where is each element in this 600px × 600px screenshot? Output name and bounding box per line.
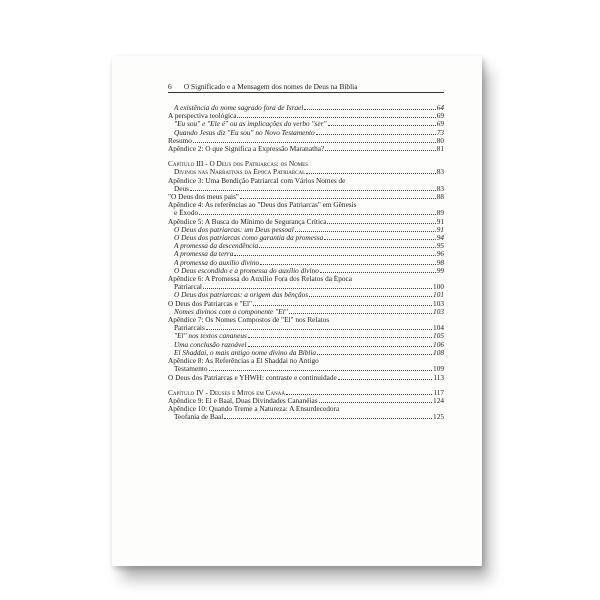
dot-leader — [316, 129, 436, 135]
toc-entry-title: O Deus dos patriarcas: um Deus pessoal — [174, 225, 294, 234]
toc-entry-line — [168, 308, 444, 316]
toc-entry-page: 94 — [436, 233, 444, 243]
toc-entry — [168, 357, 444, 373]
toc-entry — [168, 316, 444, 332]
dot-leader — [309, 291, 432, 297]
toc-entry-title: "O Deus dos meus pais" — [168, 193, 239, 202]
toc-entry-line — [168, 365, 444, 373]
toc-entry-title: A promessa da terra — [174, 250, 234, 259]
toc-entry-line — [168, 397, 444, 405]
dot-leader — [286, 389, 432, 395]
toc-entry-page: 95 — [436, 241, 444, 251]
toc-entry-title: Apêndice 9: El e Baal, Duas Divindades Cananéias — [168, 396, 318, 405]
dot-leader — [253, 300, 432, 306]
toc-entry — [168, 341, 444, 349]
dot-leader — [199, 209, 436, 215]
toc-entry-page: 81 — [436, 144, 444, 154]
toc-entry — [168, 145, 444, 153]
dot-leader — [193, 137, 436, 143]
book-page — [112, 56, 482, 566]
toc-entry — [168, 193, 444, 201]
toc-entry-title: O Deus escondido e a promessa do auxílio divino — [174, 266, 319, 275]
toc-entry — [168, 112, 444, 120]
dot-leader — [338, 374, 433, 380]
dot-leader — [248, 341, 432, 347]
dot-leader — [237, 112, 435, 118]
toc-entry-page: 91 — [436, 224, 444, 234]
toc-entry-page: 73 — [436, 127, 444, 137]
toc-entry-title: Apêndice 5: A Busca do Mínimo de Segurança Crítica — [168, 217, 327, 226]
toc-entry-page: 64 — [436, 103, 444, 112]
toc-entry-line — [168, 209, 444, 217]
toc-entry-page: 103 — [433, 298, 444, 308]
toc-entry — [168, 177, 444, 193]
toc-entry — [168, 242, 444, 250]
toc-entry — [168, 234, 444, 242]
toc-entry-page: 101 — [433, 290, 444, 300]
toc-entry-page: 83 — [436, 183, 444, 193]
dot-leader — [234, 250, 435, 256]
toc-entry-title: Apêndice 3: Uma Bendição Patriarcal com Vários Nomes de — [168, 176, 346, 185]
toc-entry — [168, 120, 444, 128]
toc-entry-page: 99 — [436, 265, 444, 275]
section-gap — [168, 382, 444, 389]
toc-entry-title: A existência do nome sagrado fora de Israel — [174, 104, 304, 112]
toc-entry — [168, 374, 444, 382]
dot-leader — [319, 397, 433, 403]
toc-entry — [168, 201, 444, 217]
toc-entry-title: Uma conclusão razoável — [174, 340, 247, 349]
toc-entry — [168, 291, 444, 299]
toc-entry — [168, 218, 444, 226]
table-of-contents — [168, 104, 444, 422]
toc-entry-title: "El" nos textos cananeus — [174, 332, 247, 341]
toc-entry — [168, 275, 444, 291]
running-header — [168, 82, 444, 93]
toc-entry-line — [168, 357, 444, 365]
toc-entry-title: "Eu sou" e "Ele é" ou as implicações do verbo "ser" — [174, 120, 327, 129]
toc-entry-line — [168, 374, 444, 382]
toc-entry-line — [168, 259, 444, 267]
toc-entry-line — [168, 145, 444, 153]
dot-leader — [209, 365, 433, 371]
toc-entry-line — [168, 389, 444, 397]
dot-leader — [325, 145, 435, 151]
toc-entry-page: 69 — [436, 111, 444, 121]
toc-entry — [168, 250, 444, 258]
toc-entry-page: 98 — [436, 257, 444, 267]
toc-entry-line — [168, 316, 444, 324]
toc-entry-line — [168, 120, 444, 128]
toc-entry-title: Apêndice 10: Quando Treme a Natureza: A Ensurdecedora — [168, 405, 340, 414]
toc-entry-line — [168, 341, 444, 349]
section-gap — [168, 153, 444, 160]
toc-entry-title: Quando Jesus diz "Eu sou" no Novo Testamento — [174, 128, 315, 137]
toc-entry-title: A perspectiva teológica — [168, 112, 237, 121]
toc-entry — [168, 405, 444, 421]
toc-entry — [168, 397, 444, 405]
toc-entry-title: O Deus dos patriarcas como garantia da promessa — [174, 234, 324, 243]
dot-leader — [295, 226, 436, 232]
toc-entry-title: A promessa da descendência — [174, 242, 259, 251]
toc-entry-title: Apêndice 8: As Referências a El Shaddai no Antigo — [168, 357, 319, 366]
dot-leader — [304, 104, 435, 110]
toc-entry-page: 117 — [433, 387, 444, 397]
dot-leader — [206, 324, 432, 330]
toc-entry-line — [168, 283, 444, 291]
toc-entry-title: Apêndice 2: O que Significa a Expressão Maranatha? — [168, 145, 325, 154]
toc-entry-title: Nomes divinos com o componente "El" — [174, 307, 288, 316]
dot-leader — [260, 259, 436, 265]
toc-entry-page: 91 — [436, 216, 444, 226]
toc-entry — [168, 308, 444, 316]
toc-entry-page: 80 — [436, 135, 444, 145]
dot-leader — [240, 193, 436, 199]
dot-leader — [190, 185, 436, 191]
toc-entry-page: 69 — [436, 119, 444, 129]
toc-entry-line — [168, 112, 444, 120]
toc-entry-line — [168, 201, 444, 209]
toc-entry-page: 113 — [433, 372, 444, 382]
toc-entry-title: Resumo — [168, 136, 192, 145]
toc-entry-page: 106 — [433, 339, 444, 349]
toc-entry-line — [168, 129, 444, 137]
dot-leader — [259, 242, 436, 248]
toc-entry — [168, 389, 444, 397]
page-number: 6 — [168, 82, 172, 91]
toc-entry-line — [168, 242, 444, 250]
toc-entry — [168, 300, 444, 308]
dot-leader — [320, 267, 436, 273]
toc-entry-line — [168, 324, 444, 332]
dot-leader — [327, 218, 435, 224]
dot-leader — [248, 332, 432, 338]
toc-entry — [168, 137, 444, 145]
toc-entry-line — [168, 218, 444, 226]
toc-entry-title-cont: Deus — [174, 184, 189, 193]
toc-entry-page: 124 — [433, 395, 444, 405]
dot-leader — [224, 413, 432, 419]
dot-leader — [203, 283, 432, 289]
toc-entry-page: 109 — [433, 364, 444, 374]
toc-entry-line — [168, 137, 444, 145]
toc-entry-title-cont: e Êxodo — [174, 209, 199, 218]
toc-entry-page: 89 — [436, 208, 444, 218]
toc-entry-line — [168, 349, 444, 357]
toc-entry-page: 83 — [436, 167, 444, 177]
toc-entry-line — [168, 104, 444, 112]
dot-leader — [306, 168, 436, 174]
toc-entry — [168, 259, 444, 267]
toc-entry-line — [168, 185, 444, 193]
toc-entry-title: Capítulo IV - Deuses e Mitos em Canaã — [168, 388, 285, 397]
toc-entry — [168, 332, 444, 340]
toc-entry-line — [168, 275, 444, 283]
toc-entry-line — [168, 168, 444, 176]
toc-entry-title: Apêndice 6: A Promessa do Auxílio Fora dos Relatos da Época — [168, 275, 353, 284]
toc-entry-page: 104 — [433, 323, 444, 333]
toc-entry-line — [168, 332, 444, 340]
toc-entry-line — [168, 226, 444, 234]
dot-leader — [289, 308, 432, 314]
toc-entry — [168, 104, 444, 112]
toc-entry-title: Apêndice 4: As referências ao "Deus dos Patriarcas" em Gênesis — [168, 201, 357, 210]
toc-entry-line — [168, 177, 444, 185]
toc-entry — [168, 226, 444, 234]
toc-entry-line — [168, 250, 444, 258]
toc-entry-line — [168, 300, 444, 308]
toc-entry-page: 105 — [433, 331, 444, 341]
toc-entry-title-cont: Testamento — [174, 365, 208, 374]
toc-entry-page: 88 — [436, 192, 444, 202]
toc-entry-title-cont: Patriarcais — [174, 324, 205, 333]
toc-entry-line — [168, 291, 444, 299]
toc-entry-title-cont: Teofania de Baal — [174, 413, 224, 422]
dot-leader — [328, 120, 436, 126]
toc-entry-title: El Shaddai, o mais antigo nome divino da Bíblia — [174, 348, 317, 357]
toc-entry-page: 103 — [433, 306, 444, 316]
toc-entry — [168, 129, 444, 137]
running-title: O Significado e a Mensagem dos nomes de Deus na Bíblia — [183, 82, 358, 91]
toc-entry-title: Capítulo III - O Deus dos Patriarcas: os Nomes — [168, 160, 308, 169]
toc-entry-title: O Deus dos patriarcas: a origem das bênçãos — [174, 291, 309, 300]
toc-entry-title: Apêndice 7: Os Nomes Compostos de "El" nos Relatos — [168, 316, 330, 325]
toc-entry-title: O Deus dos Patriarcas e YHWH: contraste e continuidade — [168, 373, 337, 382]
toc-entry-line — [168, 405, 444, 413]
toc-entry — [168, 349, 444, 357]
toc-entry-title: O Deus dos Patriarcas e "El" — [168, 299, 252, 308]
toc-entry-page: 125 — [433, 412, 444, 422]
toc-entry-line — [168, 160, 444, 168]
toc-entry-title-cont: Divinos nas Narrativas da Época Patriarcal — [174, 168, 306, 177]
toc-entry-title: A promessa do auxílio divino — [174, 258, 260, 267]
dot-leader — [317, 349, 432, 355]
toc-entry-page: 108 — [433, 347, 444, 357]
dot-leader — [324, 234, 435, 240]
toc-entry-page: 100 — [433, 282, 444, 292]
toc-entry-line — [168, 413, 444, 421]
toc-entry-title-cont: Patriarcal — [174, 283, 202, 292]
toc-entry-page: 96 — [436, 249, 444, 259]
toc-entry-line — [168, 267, 444, 275]
toc-entry-line — [168, 193, 444, 201]
toc-entry — [168, 160, 444, 176]
toc-entry-line — [168, 234, 444, 242]
toc-entry — [168, 267, 444, 275]
